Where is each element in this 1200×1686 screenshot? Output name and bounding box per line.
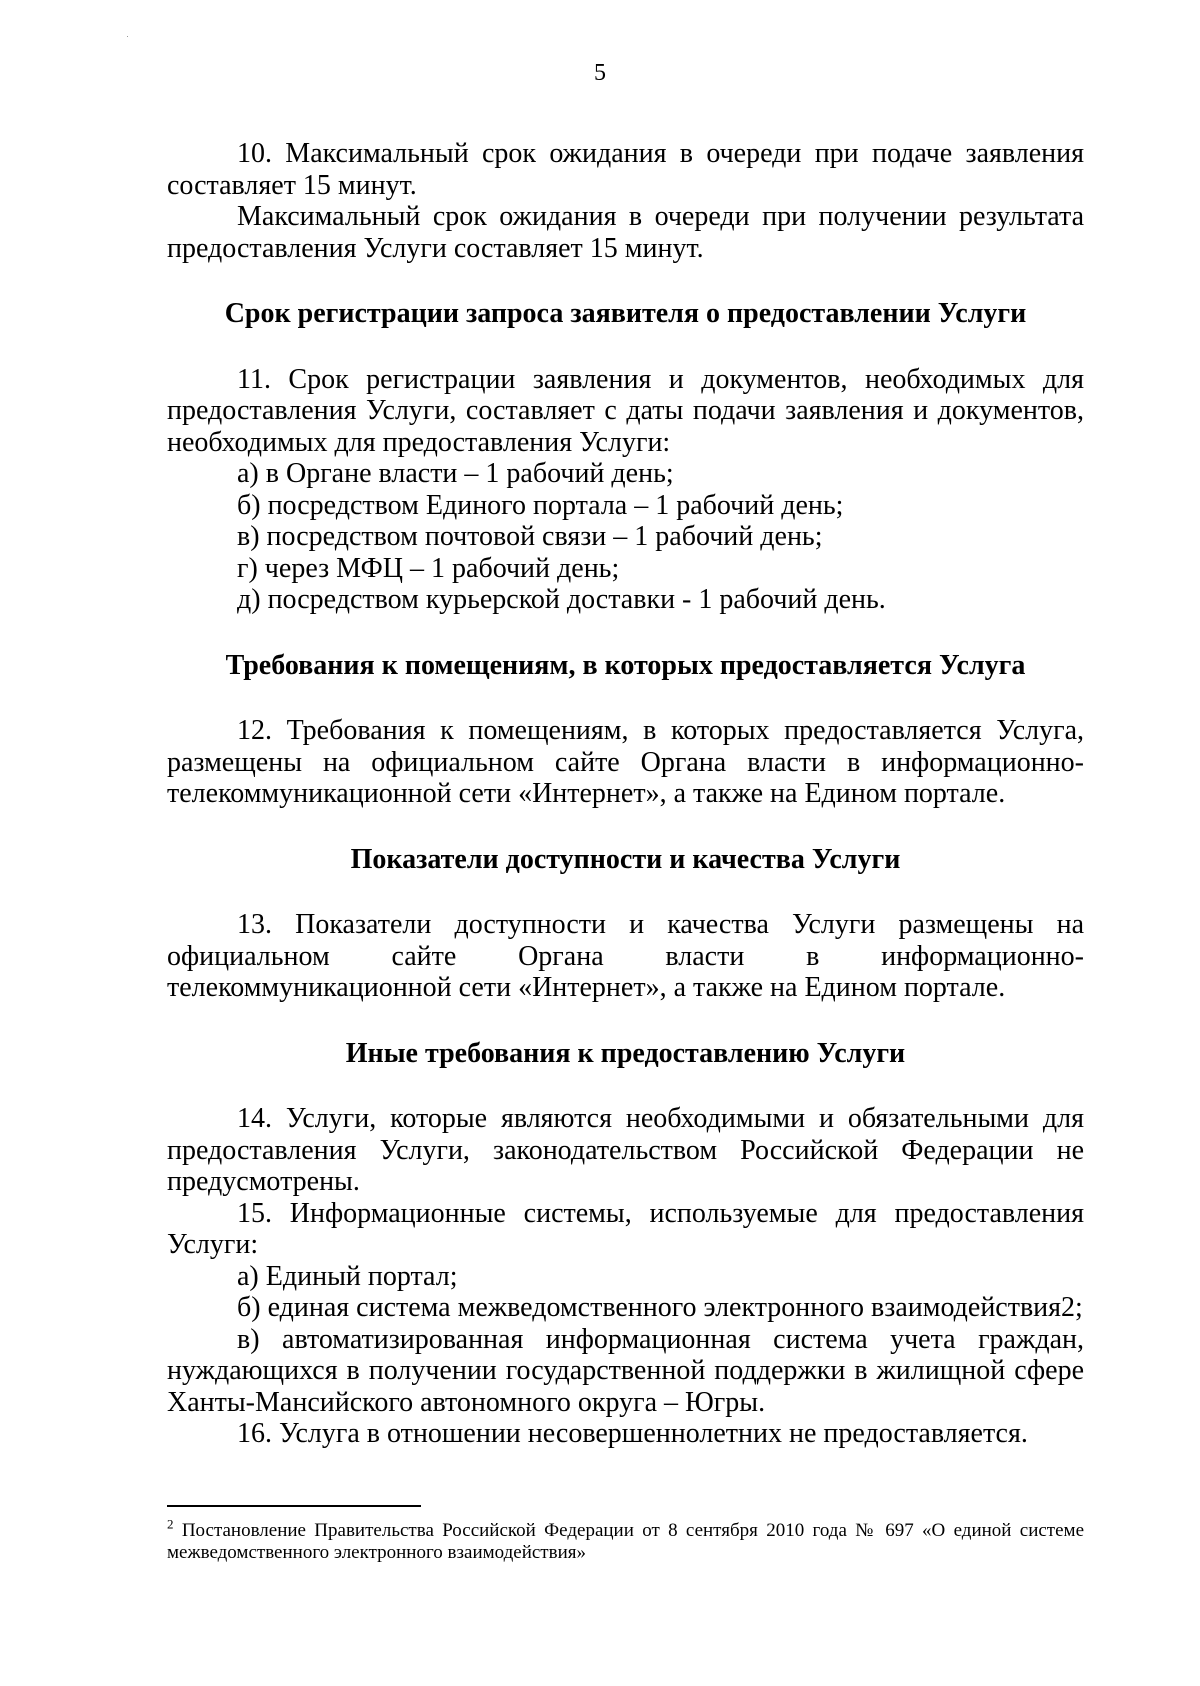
heading-other-requirements: Иные требования к предоставлению Услуги	[345, 1037, 906, 1069]
list-item-15c: в) автоматизированная информационная система учета граждан, нуждающихся в получении государственной поддержки в жилищной сфере Ханты-Мансийского автономного округа – Югры.	[167, 1323, 1084, 1418]
paragraph-13: 13. Показатели доступности и качества Услуги размещены на официальном сайте Органа власти в информационно-телекоммуникационной сети «Интернет», а также на Едином портале.	[167, 909, 1084, 1003]
list-item-15b: б) единая система межведомственного электронного взаимодействия2;	[237, 1292, 1083, 1323]
list-item-11b: б) посредством Единого портала – 1 рабочий день;	[237, 489, 844, 521]
paragraph-12: 12. Требования к помещениям, в которых предоставляется Услуга, размещены на официальном сайте Органа власти в информационно-телекоммуникационной сети «Интернет», а также на Едином портале.	[167, 715, 1084, 809]
paragraph-16: 16. Услуга в отношении несовершеннолетних не предоставляется.	[237, 1418, 1028, 1449]
list-item-11e: д) посредством курьерской доставки - 1 рабочий день.	[237, 584, 886, 615]
paragraph-14: 14. Услуги, которые являются необходимыми и обязательными для предоставления Услуги, законодательством Российской Федерации не предусмотрены.	[167, 1103, 1084, 1197]
footnote-divider	[167, 1505, 421, 1507]
paragraph-10-cont: Максимальный срок ожидания в очереди при получении результата предоставления Услуги составляет 15 минут.	[167, 201, 1084, 264]
footnote-marker: 2	[167, 1516, 174, 1532]
heading-accessibility-indicators: Показатели доступности и качества Услуги	[350, 843, 901, 875]
list-item-11c: в) посредством почтовой связи – 1 рабочий день;	[237, 521, 823, 552]
list-item-11d: г) через МФЦ – 1 рабочий день;	[237, 552, 620, 584]
document-body	[167, 138, 1084, 1450]
page-number: 5	[594, 60, 606, 86]
paragraph-10: 10. Максимальный срок ожидания в очереди при подаче заявления составляет 15 минут.	[167, 138, 1084, 201]
footnote	[167, 1516, 1084, 1564]
heading-registration-term: Срок регистрации запроса заявителя о предоставлении Услуги	[224, 298, 1027, 329]
paragraph-15: 15. Информационные системы, используемые для предоставления Услуги:	[167, 1197, 1084, 1260]
heading-premises-requirements: Требования к помещениям, в которых предоставляется Услуга	[225, 649, 1026, 681]
paragraph-11: 11. Срок регистрации заявления и документов, необходимых для предоставления Услуги, составляет с даты подачи заявления и документов, необходимых для предоставления Услуги:	[167, 363, 1084, 458]
list-item-11a: а) в Органе власти – 1 рабочий день;	[237, 458, 674, 489]
footnote-text: Постановление Правительства Российской Федерации от 8 сентября 2010 года № 697 «О единой системе межведомственного электронного взаимодействия»	[167, 1520, 1084, 1563]
list-item-15a: а) Единый портал;	[237, 1260, 458, 1292]
scan-dot	[127, 36, 128, 37]
